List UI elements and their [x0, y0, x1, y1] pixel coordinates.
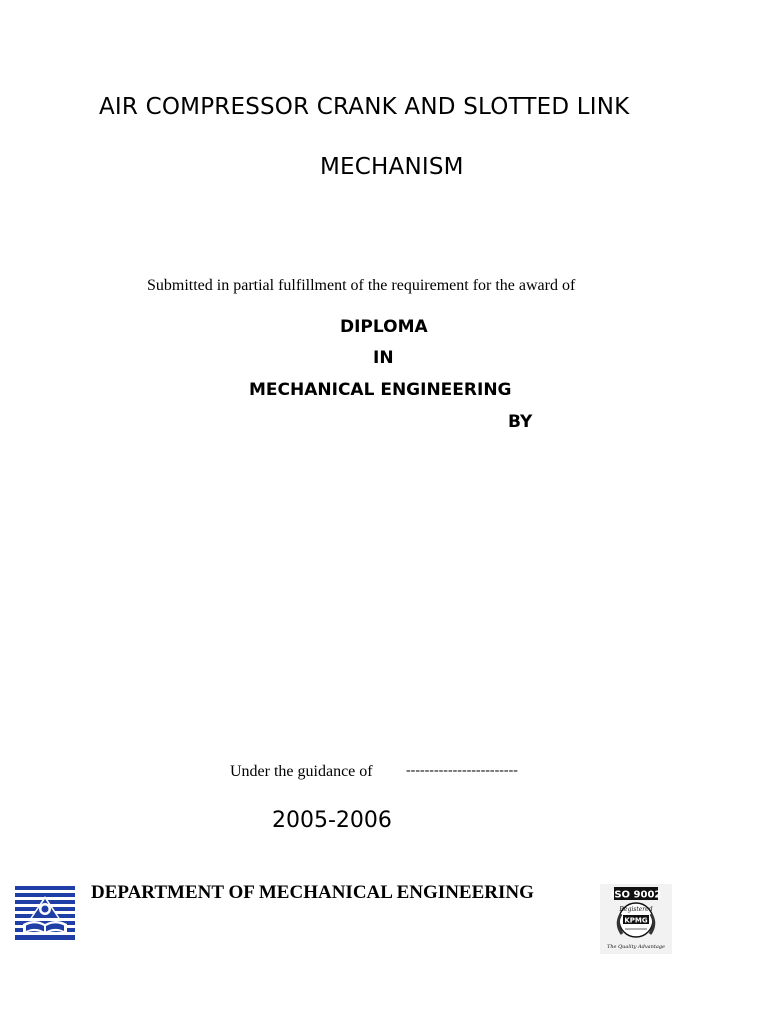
- department-name: DEPARTMENT OF MECHANICAL ENGINEERING: [91, 882, 534, 903]
- guidance-blank: ------------------------: [406, 763, 518, 778]
- iso-badge-brand: KPMG: [624, 916, 648, 925]
- iso-badge-title: ISO 9002: [610, 889, 662, 901]
- academic-year: 2005-2006: [272, 808, 392, 833]
- iso-badge-tagline: The Quality Advantage: [606, 944, 666, 950]
- title-line-1: AIR COMPRESSOR CRANK AND SLOTTED LINK: [99, 94, 630, 120]
- institute-emblem-icon: [13, 884, 77, 942]
- degree-field: MECHANICAL ENGINEERING: [249, 380, 512, 400]
- title-line-2: MECHANISM: [320, 154, 464, 180]
- iso-badge-registered: Registered: [619, 906, 653, 913]
- iso-kpmg-badge-icon: [600, 884, 672, 954]
- guidance-label: Under the guidance of: [230, 763, 373, 780]
- degree-in: IN: [373, 348, 394, 368]
- by-label: BY: [508, 412, 533, 432]
- submission-statement: Submitted in partial fulfillment of the requirement for the award of: [147, 277, 576, 294]
- degree-diploma: DIPLOMA: [340, 317, 428, 337]
